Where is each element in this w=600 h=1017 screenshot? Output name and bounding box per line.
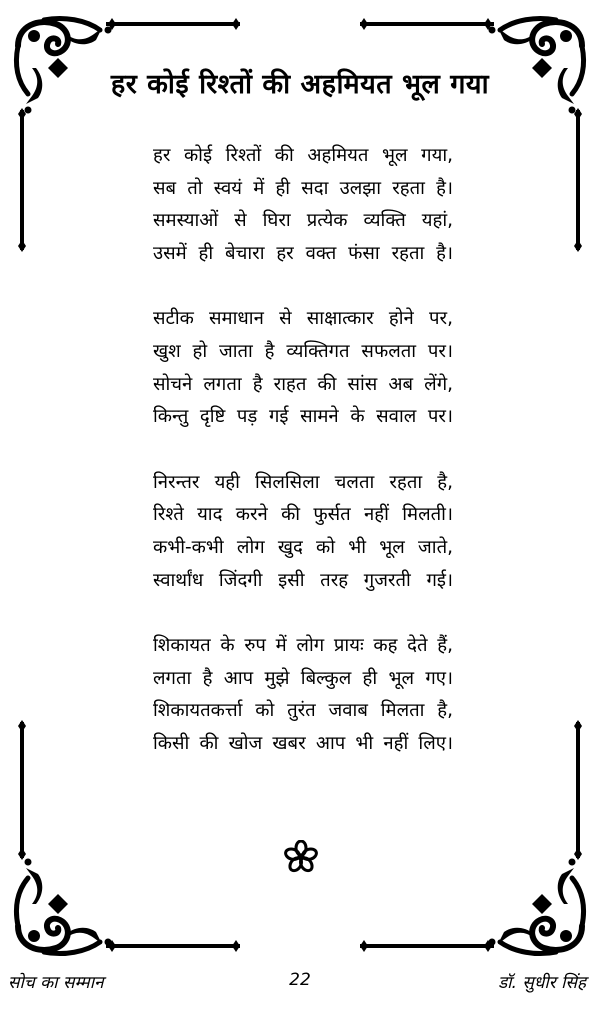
- poem-line: हर कोई रिश्तों की अहमियत भूल गया,: [153, 145, 453, 166]
- right-rule-bottom: [574, 720, 582, 860]
- flower-ornament-icon: [284, 840, 318, 874]
- poem-line: किन्तु दृष्टि पड़ गई सामने के सवाल पर।: [153, 406, 453, 428]
- bottom-rule-right: [360, 940, 494, 952]
- top-rule-right: [360, 18, 494, 30]
- page-footer: [0, 970, 600, 1000]
- corner-bottom-right: [489, 859, 584, 954]
- stanza-2: [153, 303, 453, 433]
- poem-line: सटीक समाधान से साक्षात्कार होने पर,: [153, 308, 453, 330]
- poem-line: रिश्ते याद करने की फुर्सत नहीं मिलती।: [153, 504, 453, 526]
- poem-line: लगता है आप मुझे बिल्कुल ही भूल गए।: [153, 667, 453, 689]
- corner-bottom-left: [16, 859, 111, 954]
- stanza-4: [153, 630, 453, 760]
- poem-line: शिकायतकर्त्ता को तुरंत जवाब मिलता है,: [153, 700, 453, 722]
- poem-line: उसमें ही बेचारा हर वक्त फंसा रहता है।: [153, 242, 453, 264]
- right-rule-top: [574, 108, 582, 252]
- book-title: सोच का सम्मान: [8, 973, 104, 993]
- poem-line: शिकायत के रुप में लोग प्रायः कह देते हैं,: [153, 635, 453, 657]
- poem-title: हर कोई रिश्तों की अहमियत भूल गया: [110, 69, 490, 100]
- poem-line: कभी-कभी लोग खुद को भी भूल जाते,: [153, 536, 453, 558]
- poem-line: खुश हो जाता है व्यक्तिगत सफलता पर।: [153, 340, 453, 362]
- poem-line: निरन्तर यही सिलसिला चलता रहता है,: [153, 471, 453, 493]
- poem-body: [153, 140, 453, 794]
- top-rule-left: [106, 18, 240, 30]
- poem-line: किसी की खोज खबर आप भी नहीं लिए।: [153, 732, 453, 754]
- stanza-3: [153, 467, 453, 597]
- left-rule-top: [18, 108, 26, 252]
- author-name: डॉ. सुधीर सिंह: [498, 973, 586, 993]
- left-rule-bottom: [18, 720, 26, 860]
- poem-line: सब तो स्वयं में ही सदा उलझा रहता है।: [153, 177, 453, 199]
- poem-line: स्वार्थांध जिंदगी इसी तरह गुजरती गई।: [153, 569, 453, 591]
- page-number: 22: [289, 970, 311, 990]
- poem-line: सोचने लगता है राहत की सांस अब लेंगे,: [153, 373, 453, 395]
- bottom-rule-left: [106, 940, 240, 952]
- poem-line: समस्याओं से घिरा प्रत्येक व्यक्ति यहां,: [153, 210, 453, 232]
- stanza-1: [153, 140, 453, 270]
